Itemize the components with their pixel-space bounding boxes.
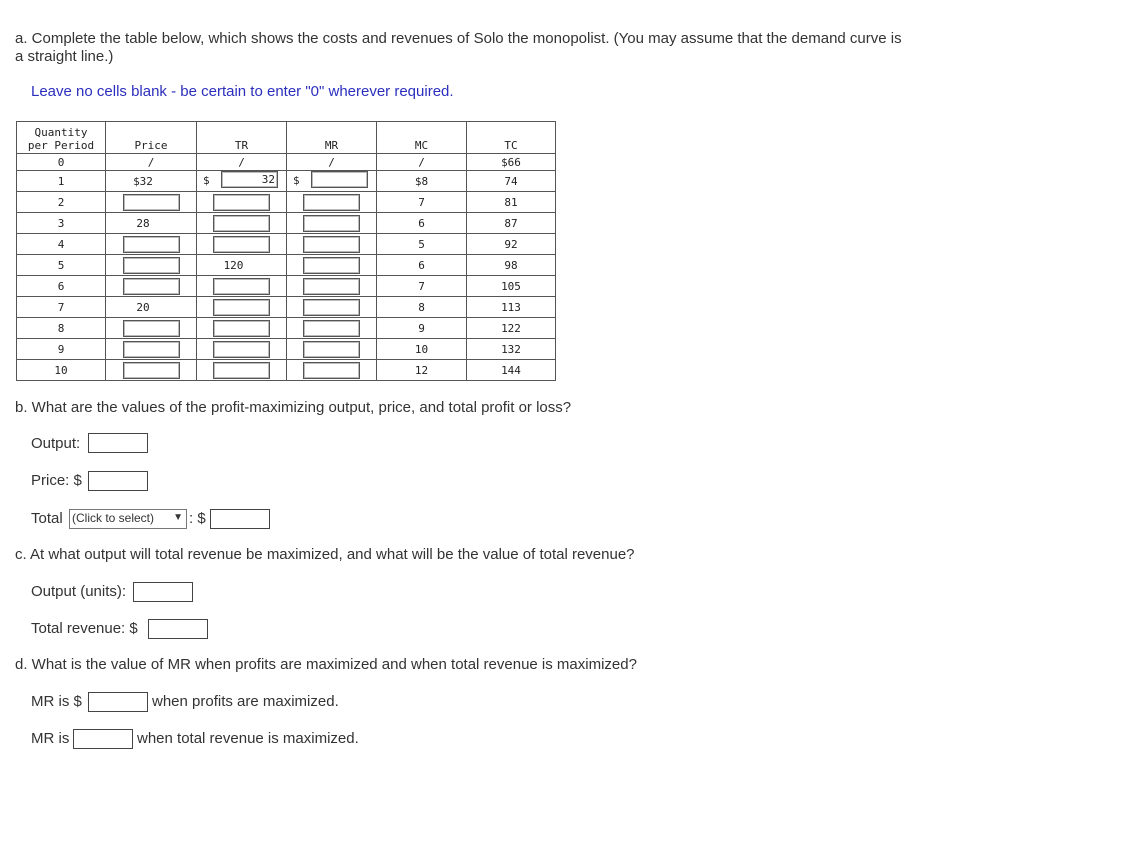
cell-price xyxy=(106,318,197,339)
colon-dollar: : $ xyxy=(189,510,206,527)
cell-quantity: 4 xyxy=(17,234,106,255)
price-input[interactable] xyxy=(123,362,180,379)
tr-input-filled: 32 xyxy=(221,171,278,188)
header-price: Price xyxy=(106,122,197,154)
tr-input[interactable] xyxy=(213,341,270,358)
table-row xyxy=(17,192,556,213)
cell-mc: 6 xyxy=(377,213,467,234)
question-c: c. At what output will total revenue be maximized, and what will be the value of total revenue? xyxy=(15,546,635,563)
table-row xyxy=(17,234,556,255)
cell-price: / xyxy=(106,154,197,171)
cell-mc: 12 xyxy=(377,360,467,381)
cell-mc: 7 xyxy=(377,276,467,297)
cell-mr xyxy=(287,234,377,255)
cell-tr xyxy=(197,297,287,318)
table-row xyxy=(17,318,556,339)
mr-input[interactable] xyxy=(303,194,360,211)
cell-mr xyxy=(287,297,377,318)
price-answer-input[interactable] xyxy=(88,471,148,491)
price-input[interactable] xyxy=(123,257,180,274)
cell-tc: 92 xyxy=(467,234,556,255)
cell-mc: 6 xyxy=(377,255,467,276)
cell-price: 28 xyxy=(106,213,197,234)
cell-tr xyxy=(197,360,287,381)
total-revenue-label: Total revenue: $ xyxy=(31,620,138,637)
cell-tc: 113 xyxy=(467,297,556,318)
cell-tc: 98 xyxy=(467,255,556,276)
cell-mc: $8 xyxy=(377,171,467,192)
mr-input[interactable] xyxy=(303,320,360,337)
cell-tr xyxy=(197,339,287,360)
cell-tr xyxy=(197,213,287,234)
cell-quantity: 5 xyxy=(17,255,106,276)
cell-tc: 87 xyxy=(467,213,556,234)
cell-mc: 8 xyxy=(377,297,467,318)
tr-input[interactable] xyxy=(213,194,270,211)
output-input[interactable] xyxy=(88,433,148,453)
instruction-note: Leave no cells blank - be certain to enter "0" wherever required. xyxy=(31,83,454,100)
mr-input[interactable] xyxy=(303,278,360,295)
cell-tr xyxy=(197,171,287,192)
cell-tr xyxy=(197,318,287,339)
cell-quantity: 0 xyxy=(17,154,106,171)
mr-profit-label: MR is $ xyxy=(31,693,82,710)
mr-profit-suffix: when profits are maximized. xyxy=(152,693,339,710)
header-tr: TR xyxy=(197,122,287,154)
cell-mr xyxy=(287,255,377,276)
cell-mc: / xyxy=(377,154,467,171)
table-row xyxy=(17,297,556,318)
mr-input[interactable] xyxy=(303,299,360,316)
output-label: Output: xyxy=(31,435,81,452)
table-row xyxy=(17,255,556,276)
price-label: Price: $ xyxy=(31,472,82,489)
cost-revenue-table xyxy=(16,121,556,381)
cell-mc: 9 xyxy=(377,318,467,339)
price-input[interactable] xyxy=(123,341,180,358)
cell-tr xyxy=(197,192,287,213)
cell-price xyxy=(106,255,197,276)
header-tc: TC xyxy=(467,122,556,154)
mr-input[interactable] xyxy=(303,341,360,358)
cell-price xyxy=(106,339,197,360)
profit-loss-select[interactable] xyxy=(69,509,187,529)
cell-tr xyxy=(197,276,287,297)
header-mr: MR xyxy=(287,122,377,154)
price-input[interactable] xyxy=(123,278,180,295)
question-d: d. What is the value of MR when profits are maximized and when total revenue is maximized? xyxy=(15,656,637,673)
cell-mr xyxy=(287,276,377,297)
mr-input[interactable] xyxy=(303,362,360,379)
mr-input[interactable] xyxy=(303,257,360,274)
total-label: Total xyxy=(31,510,63,527)
cell-tc: 81 xyxy=(467,192,556,213)
profit-loss-select-value: (Click to select) xyxy=(72,511,155,525)
cell-quantity: 3 xyxy=(17,213,106,234)
mr-input[interactable] xyxy=(311,171,368,188)
cell-price xyxy=(106,360,197,381)
cell-tr: 120 xyxy=(197,255,287,276)
cell-tc: $66 xyxy=(467,154,556,171)
cell-mr xyxy=(287,318,377,339)
cell-price xyxy=(106,276,197,297)
cell-quantity: 9 xyxy=(17,339,106,360)
mr-input[interactable] xyxy=(303,236,360,253)
tr-input[interactable] xyxy=(213,320,270,337)
cell-mc: 10 xyxy=(377,339,467,360)
cell-tc: 74 xyxy=(467,171,556,192)
chevron-down-icon: ▼ xyxy=(173,512,183,523)
total-revenue-input[interactable] xyxy=(148,619,208,639)
cell-quantity: 6 xyxy=(17,276,106,297)
header-quantity xyxy=(17,122,106,154)
cell-price: 20 xyxy=(106,297,197,318)
cell-tc: 105 xyxy=(467,276,556,297)
table-row xyxy=(17,154,556,171)
cell-mr xyxy=(287,213,377,234)
cell-quantity: 7 xyxy=(17,297,106,318)
table-header-row xyxy=(17,122,556,154)
header-mc: MC xyxy=(377,122,467,154)
cell-mr xyxy=(287,171,377,192)
cell-tr xyxy=(197,234,287,255)
cell-mc: 5 xyxy=(377,234,467,255)
cell-price xyxy=(106,234,197,255)
cell-price: $32 xyxy=(106,171,197,192)
table-row xyxy=(17,360,556,381)
tr-input[interactable] xyxy=(213,299,270,316)
total-amount-input[interactable] xyxy=(210,509,270,529)
question-b: b. What are the values of the profit-maximizing output, price, and total profit or loss? xyxy=(15,399,572,416)
cell-tc: 122 xyxy=(467,318,556,339)
cell-quantity: 2 xyxy=(17,192,106,213)
tr-input[interactable] xyxy=(213,236,270,253)
cell-mr xyxy=(287,339,377,360)
price-input[interactable] xyxy=(123,320,180,337)
table-row xyxy=(17,213,556,234)
price-input[interactable] xyxy=(123,194,180,211)
cell-mr: / xyxy=(287,154,377,171)
price-input[interactable] xyxy=(123,236,180,253)
cell-tc: 132 xyxy=(467,339,556,360)
output-units-input[interactable] xyxy=(133,582,193,602)
cell-quantity: 10 xyxy=(17,360,106,381)
header-quantity-line1: Quantity xyxy=(34,126,88,139)
output-units-label: Output (units): xyxy=(31,583,127,600)
cell-tr: / xyxy=(197,154,287,171)
header-quantity-line2: per Period xyxy=(27,139,95,152)
question-a xyxy=(15,30,1015,66)
dollar-sign: $ xyxy=(203,174,210,187)
tr-input[interactable] xyxy=(213,278,270,295)
table-row xyxy=(17,171,556,192)
cell-quantity: 8 xyxy=(17,318,106,339)
table-row xyxy=(17,276,556,297)
table-row xyxy=(17,339,556,360)
cell-price xyxy=(106,192,197,213)
cell-mr xyxy=(287,192,377,213)
mr-input[interactable] xyxy=(303,215,360,232)
tr-input[interactable] xyxy=(213,215,270,232)
mr-profit-input[interactable] xyxy=(88,692,148,712)
cell-mr xyxy=(287,360,377,381)
mr-revenue-suffix: when total revenue is maximized. xyxy=(137,730,359,747)
cell-quantity: 1 xyxy=(17,171,106,192)
question-a-line2: a straight line.) xyxy=(15,48,114,65)
cell-mc: 7 xyxy=(377,192,467,213)
question-a-line1: a. Complete the table below, which shows the costs and revenues of Solo the monopolist. (You may assume that the demand curve is xyxy=(15,30,902,47)
dollar-sign: $ xyxy=(293,174,300,187)
mr-revenue-input[interactable] xyxy=(73,729,133,749)
mr-revenue-label: MR is xyxy=(31,730,70,747)
tr-input[interactable] xyxy=(213,362,270,379)
cell-tc: 144 xyxy=(467,360,556,381)
